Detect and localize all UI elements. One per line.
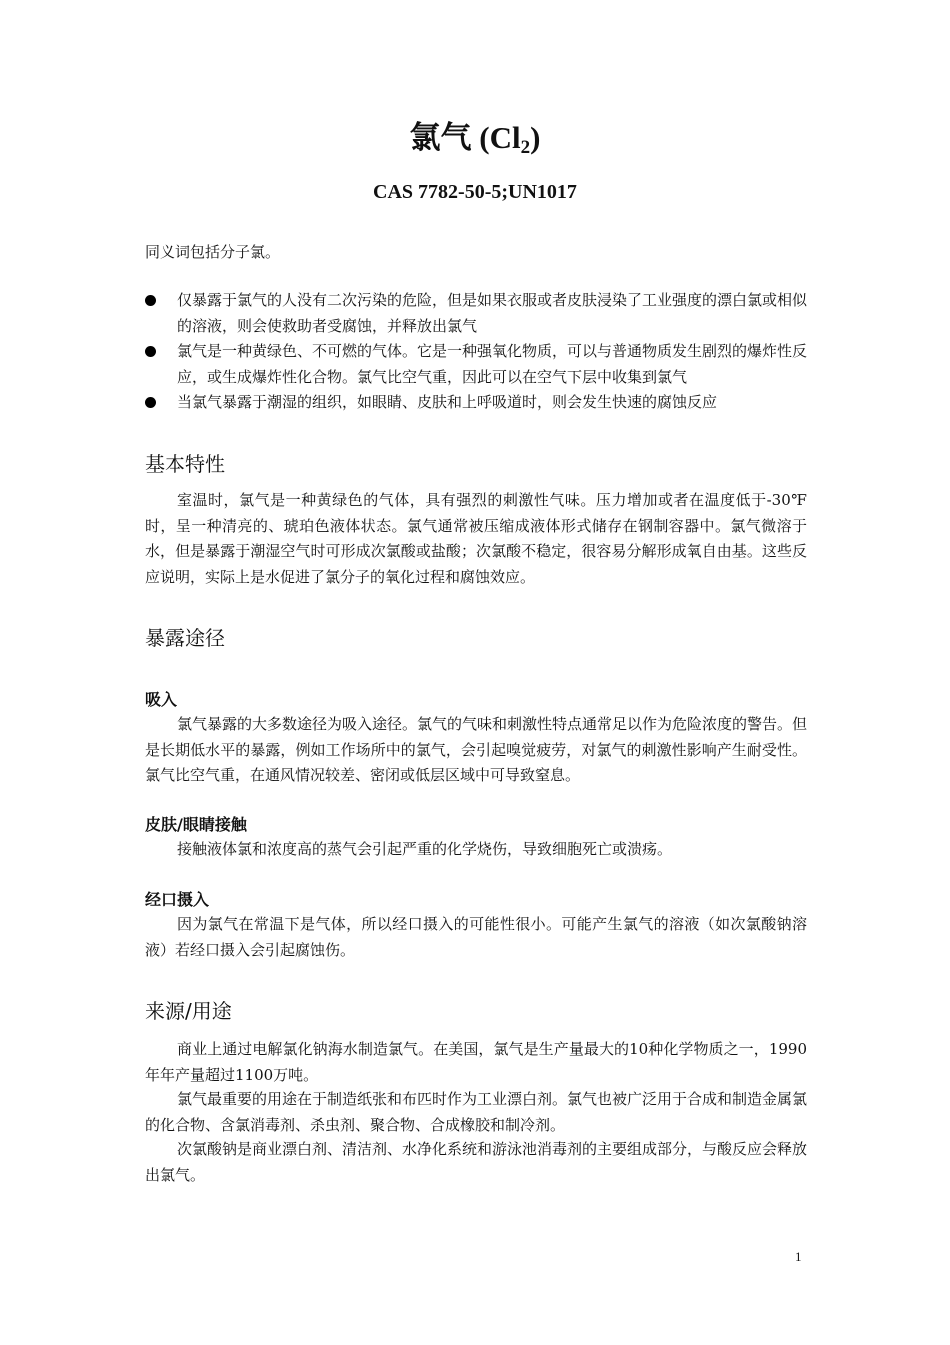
bullet-dot-icon (145, 346, 156, 357)
bullet-item (145, 288, 807, 339)
section-heading-sources: 来源/用途 (145, 999, 232, 1023)
skin-eye-text: 接触液体氯和浓度高的蒸气会引起严重的化学烧伤，导致细胞死亡或溃疡。 (177, 840, 673, 858)
title-subscript: 2 (520, 137, 531, 158)
bullet-text: 氯气是一种黄绿色、不可燃的气体。它是一种强氧化物质，可以与普通物质发生剧烈的爆炸性反应，或生成爆炸性化合物。氯气比空气重，因此可以在空气下层中收集到氯气 (177, 342, 808, 386)
inhalation-text: 氯气暴露的大多数途径为吸入途径。氯气的气味和刺激性特点通常足以作为危险浓度的警告。但是长期低水平的暴露，例如工作场所中的氯气，会引起嗅觉疲劳，对氯气的刺激性影响产生耐受性。氯气比空气重，在通风情况较差、密闭或低层区域中可导致窒息。 (145, 715, 808, 784)
page-number: 1 (795, 1249, 802, 1264)
oral-text: 因为氯气在常温下是气体，所以经口摄入的可能性很小。可能产生氯气的溶液（如次氯酸钠溶液）若经口摄入会引起腐蚀伤。 (145, 915, 807, 959)
bullet-list (145, 288, 807, 416)
basic-properties-text: 室温时，氯气是一种黄绿色的气体，具有强烈的刺激性气味。压力增加或者在温度低于-30℉时，呈一种清亮的、琥珀色液体状态。氯气通常被压缩成液体形式储存在钢制容器中。氯气微溶于水，但是暴露于潮湿空气时可形成次氯酸或盐酸；次氯酸不稳定，很容易分解形成氧自由基。这些反应说明，实际上是水促进了氯分子的氧化过程和腐蚀效应。 (145, 491, 807, 586)
sources-paragraph-2: 氯气最重要的用途在于制造纸张和布匹时作为工业漂白剂。氯气也被广泛用于合成和制造金属氯的化合物、含氯消毒剂、杀虫剂、聚合物、合成橡胶和制冷剂。 (145, 1090, 808, 1134)
section-heading-basic: 基本特性 (145, 452, 225, 476)
bullet-dot-icon (145, 397, 156, 408)
bullet-item (145, 339, 807, 390)
bullet-text: 当氯气暴露于潮湿的组织，如眼睛、皮肤和上呼吸道时，则会发生快速的腐蚀反应 (177, 393, 718, 411)
subheading-inhalation: 吸入 (145, 690, 178, 709)
sources-paragraph-3: 次氯酸钠是商业漂白剂、清洁剂、水净化系统和游泳池消毒剂的主要组成部分，与酸反应会释放出氯气。 (145, 1140, 808, 1184)
section-heading-exposure: 暴露途径 (145, 626, 225, 650)
bullet-item (145, 390, 807, 416)
bullet-dot-icon (145, 295, 156, 306)
subheading-skin-eye: 皮肤/眼睛接触 (145, 815, 247, 834)
document-title (0, 118, 950, 158)
title-end: ) (530, 120, 541, 155)
cas-number: CAS 7782-50-5;UN1017 (373, 181, 577, 203)
subheading-oral: 经口摄入 (145, 890, 210, 909)
title-main: 氯气 (Cl (409, 120, 521, 155)
bullet-text: 仅暴露于氯气的人没有二次污染的危险，但是如果衣服或者皮肤浸染了工业强度的漂白氯或相似的溶液，则会使救助者受腐蚀，并释放出氯气 (177, 291, 808, 335)
sources-paragraph-1: 商业上通过电解氯化钠海水制造氯气。在美国，氯气是生产量最大的10种化学物质之一，1990年年产量超过1100万吨。 (145, 1040, 807, 1084)
synonym-text: 同义词包括分子氯。 (145, 243, 281, 261)
